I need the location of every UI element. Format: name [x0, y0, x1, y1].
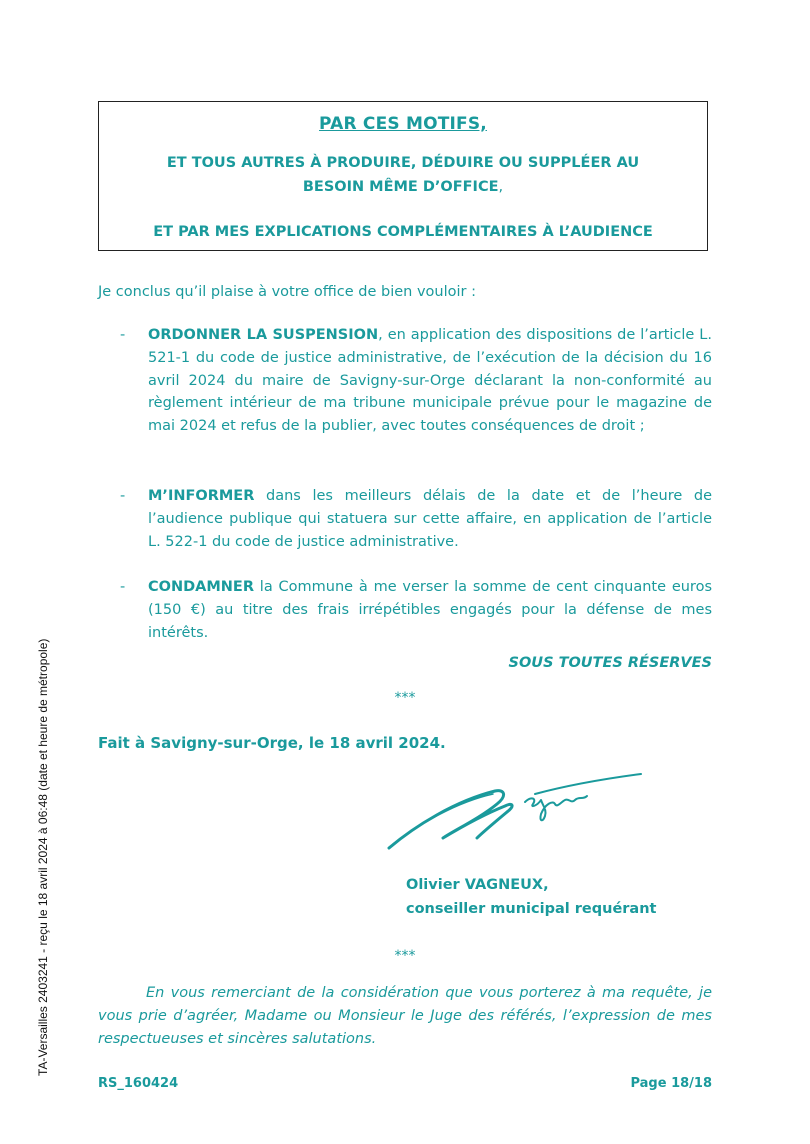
- header-line-3: ET PAR MES EXPLICATIONS COMPLÉMENTAIRES À L’AUDIENCE: [153, 224, 653, 240]
- item-text: dans les meilleurs délais de la date et de l’heure de l’audience publique qui statuera sur cette affaire, en application de l’article L. 522-1 du code de justice administrative.: [148, 488, 712, 550]
- header-line-2-main: BESOIN MÊME D’OFFICE: [302, 179, 499, 195]
- list-dash: -: [120, 488, 126, 504]
- list-item: [120, 485, 712, 553]
- header-line-2-comma: ,: [498, 179, 504, 195]
- item-keyword: M’INFORMER: [148, 488, 255, 504]
- list-dash: -: [120, 579, 126, 595]
- closing-text: En vous remerciant de la considération que vous porterez à ma requête, je vous prie d’agréer, Madame ou Monsieur le Juge des référés, l’expression de mes respectueuses et sincères salutations.: [98, 985, 712, 1047]
- footer-reference: RS_160424: [98, 1076, 179, 1091]
- item-text: la Commune à me verser la somme de cent cinquante euros (150 €) au titre des frais irrépétibles engagés pour la défense de mes intérêts.: [148, 579, 712, 641]
- footer-page-number: Page 18/18: [630, 1076, 712, 1091]
- header-line-2: [99, 176, 707, 198]
- item-keyword: CONDAMNER: [148, 579, 254, 595]
- item-keyword: ORDONNER LA SUSPENSION: [148, 327, 379, 343]
- separator: ***: [394, 948, 416, 964]
- list-item: [120, 324, 712, 438]
- header-title: PAR CES MOTIFS,: [319, 114, 487, 134]
- separator: ***: [394, 690, 416, 706]
- place-date: Fait à Savigny-sur-Orge, le 18 avril 2024.: [98, 734, 446, 752]
- item-text: , en application des dispositions de l’article L. 521-1 du code de justice administrative, de l’exécution de la décision du 16 avril 2024 du maire de Savigny-sur-Orge déclarant la non-conformité au règlement intérieur de ma tribune municipale prévue pour le magazine de mai 2024 et refus de la publier, avec toutes conséquences de droit ;: [148, 327, 712, 435]
- header-box: [98, 101, 708, 251]
- signer-role: conseiller municipal requérant: [406, 901, 657, 917]
- intro-text: Je conclus qu’il plaise à votre office de bien vouloir :: [98, 284, 477, 300]
- signer-name: Olivier VAGNEUX,: [406, 877, 549, 893]
- reserves-text: SOUS TOUTES RÉSERVES: [508, 655, 712, 671]
- court-receipt-stamp: TA-Versailles 2403241 - reçu le 18 avril 2024 à 06:48 (date et heure de métropole): [36, 638, 50, 1076]
- handwritten-signature-icon: [385, 766, 645, 856]
- list-dash: -: [120, 327, 126, 343]
- list-item: [120, 576, 712, 644]
- header-line-1: ET TOUS AUTRES À PRODUIRE, DÉDUIRE OU SUPPLÉER AU: [166, 155, 640, 171]
